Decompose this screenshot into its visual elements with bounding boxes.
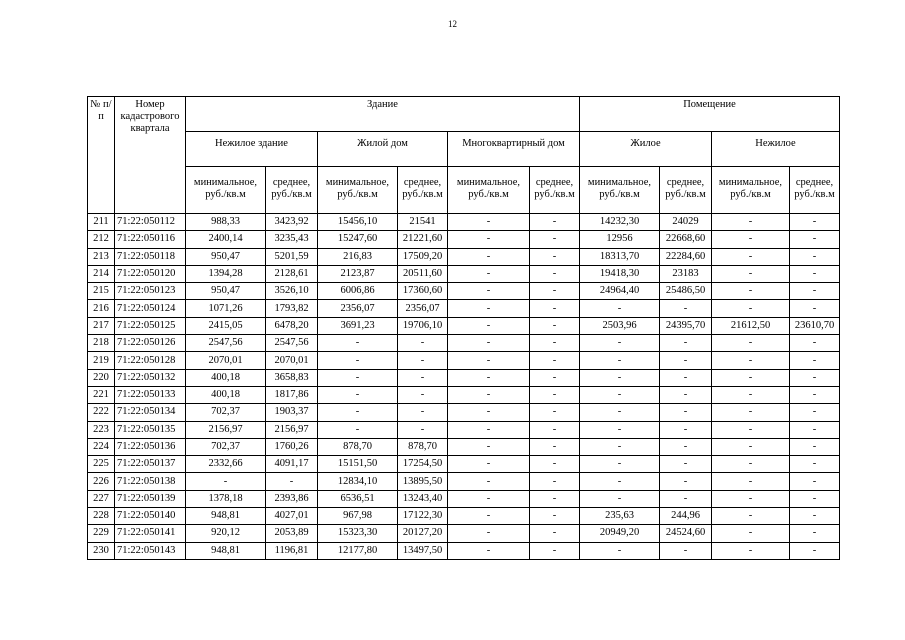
header-avg: среднее, руб./кв.м: [660, 167, 712, 214]
row-number-cell: 221: [88, 386, 115, 403]
cadastral-number-cell: 71:22:050132: [115, 369, 186, 386]
value-cell: 14232,30: [580, 214, 660, 231]
value-cell: -: [398, 352, 448, 369]
value-cell: 950,47: [186, 283, 266, 300]
value-cell: 3235,43: [266, 231, 318, 248]
value-cell: 20949,20: [580, 525, 660, 542]
row-number-cell: 227: [88, 490, 115, 507]
value-cell: -: [790, 352, 840, 369]
value-cell: 15323,30: [318, 525, 398, 542]
cadastral-number-cell: 71:22:050137: [115, 456, 186, 473]
value-cell: -: [448, 456, 530, 473]
value-cell: 2070,01: [186, 352, 266, 369]
value-cell: -: [790, 214, 840, 231]
table-row: [88, 421, 840, 438]
table-row: [88, 473, 840, 490]
cadastral-number-cell: 71:22:050123: [115, 283, 186, 300]
value-cell: -: [266, 473, 318, 490]
header-res-room: Жилое: [580, 132, 712, 167]
value-cell: -: [448, 352, 530, 369]
value-cell: 12956: [580, 231, 660, 248]
header-cadastral: Номер кадастрового квартала: [115, 97, 186, 214]
value-cell: 6478,20: [266, 317, 318, 334]
value-cell: 21541: [398, 214, 448, 231]
value-cell: 878,70: [318, 438, 398, 455]
value-cell: -: [712, 231, 790, 248]
value-cell: -: [398, 335, 448, 352]
value-cell: -: [712, 386, 790, 403]
header-min: минимальное, руб./кв.м: [318, 167, 398, 214]
value-cell: -: [790, 283, 840, 300]
value-cell: 23183: [660, 265, 712, 282]
value-cell: 1394,28: [186, 265, 266, 282]
value-cell: -: [790, 438, 840, 455]
row-number-cell: 224: [88, 438, 115, 455]
value-cell: -: [448, 490, 530, 507]
table-row: [88, 438, 840, 455]
header-apartment-building: Многоквартирный дом: [448, 132, 580, 167]
value-cell: -: [580, 369, 660, 386]
value-cell: -: [530, 300, 580, 317]
value-cell: 17509,20: [398, 248, 448, 265]
value-cell: -: [580, 335, 660, 352]
value-cell: 2393,86: [266, 490, 318, 507]
cadastral-number-cell: 71:22:050124: [115, 300, 186, 317]
cadastral-number-cell: 71:22:050141: [115, 525, 186, 542]
value-cell: -: [580, 404, 660, 421]
value-cell: -: [398, 386, 448, 403]
value-cell: -: [448, 300, 530, 317]
value-cell: -: [712, 473, 790, 490]
row-number-cell: 217: [88, 317, 115, 334]
value-cell: -: [580, 300, 660, 317]
value-cell: 2400,14: [186, 231, 266, 248]
page-number: 12: [448, 19, 457, 29]
value-cell: -: [186, 473, 266, 490]
value-cell: 24524,60: [660, 525, 712, 542]
value-cell: -: [448, 421, 530, 438]
value-cell: -: [660, 456, 712, 473]
row-number-cell: 215: [88, 283, 115, 300]
value-cell: 22668,60: [660, 231, 712, 248]
value-cell: -: [530, 317, 580, 334]
value-cell: 4091,17: [266, 456, 318, 473]
value-cell: -: [712, 369, 790, 386]
value-cell: -: [790, 386, 840, 403]
value-cell: -: [448, 317, 530, 334]
cadastral-number-cell: 71:22:050112: [115, 214, 186, 231]
value-cell: 2356,07: [318, 300, 398, 317]
row-number-cell: 225: [88, 456, 115, 473]
value-cell: 15456,10: [318, 214, 398, 231]
value-cell: -: [580, 386, 660, 403]
value-cell: -: [448, 265, 530, 282]
value-cell: -: [318, 352, 398, 369]
value-cell: -: [530, 248, 580, 265]
table-row: [88, 300, 840, 317]
row-number-cell: 229: [88, 525, 115, 542]
cadastral-number-cell: 71:22:050133: [115, 386, 186, 403]
value-cell: -: [530, 421, 580, 438]
cadastral-number-cell: 71:22:050136: [115, 438, 186, 455]
value-cell: 1817,86: [266, 386, 318, 403]
value-cell: 950,47: [186, 248, 266, 265]
value-cell: -: [660, 404, 712, 421]
value-cell: 2547,56: [186, 335, 266, 352]
value-cell: -: [660, 490, 712, 507]
value-cell: -: [660, 542, 712, 559]
value-cell: 2070,01: [266, 352, 318, 369]
cadastral-number-cell: 71:22:050138: [115, 473, 186, 490]
value-cell: -: [398, 421, 448, 438]
value-cell: 21221,60: [398, 231, 448, 248]
value-cell: 235,63: [580, 508, 660, 525]
header-min: минимальное, руб./кв.м: [448, 167, 530, 214]
value-cell: 21612,50: [712, 317, 790, 334]
value-cell: 2356,07: [398, 300, 448, 317]
value-cell: -: [660, 300, 712, 317]
value-cell: 400,18: [186, 386, 266, 403]
value-cell: 2332,66: [186, 456, 266, 473]
header-house: Жилой дом: [318, 132, 448, 167]
value-cell: 13895,50: [398, 473, 448, 490]
value-cell: 2156,97: [266, 421, 318, 438]
header-min: минимальное, руб./кв.м: [712, 167, 790, 214]
header-building: Здание: [186, 97, 580, 132]
value-cell: -: [790, 490, 840, 507]
value-cell: 2128,61: [266, 265, 318, 282]
value-cell: 878,70: [398, 438, 448, 455]
cadastral-number-cell: 71:22:050140: [115, 508, 186, 525]
value-cell: -: [448, 473, 530, 490]
value-cell: -: [790, 369, 840, 386]
value-cell: -: [398, 404, 448, 421]
table-row: [88, 490, 840, 507]
value-cell: -: [398, 369, 448, 386]
table-row: [88, 456, 840, 473]
value-cell: -: [790, 248, 840, 265]
value-cell: 24395,70: [660, 317, 712, 334]
value-cell: 20127,20: [398, 525, 448, 542]
value-cell: -: [530, 369, 580, 386]
value-cell: 1903,37: [266, 404, 318, 421]
value-cell: 988,33: [186, 214, 266, 231]
value-cell: -: [712, 335, 790, 352]
value-cell: -: [318, 335, 398, 352]
value-cell: 948,81: [186, 508, 266, 525]
value-cell: -: [448, 438, 530, 455]
value-cell: -: [530, 214, 580, 231]
value-cell: -: [712, 300, 790, 317]
value-cell: -: [448, 508, 530, 525]
value-cell: 1378,18: [186, 490, 266, 507]
value-cell: -: [530, 335, 580, 352]
cadastral-number-cell: 71:22:050118: [115, 248, 186, 265]
value-cell: 22284,60: [660, 248, 712, 265]
row-number-cell: 228: [88, 508, 115, 525]
value-cell: 702,37: [186, 404, 266, 421]
value-cell: -: [530, 283, 580, 300]
value-cell: -: [530, 473, 580, 490]
row-number-cell: 220: [88, 369, 115, 386]
header-avg: среднее, руб./кв.м: [398, 167, 448, 214]
value-cell: -: [318, 386, 398, 403]
value-cell: 6006,86: [318, 283, 398, 300]
value-cell: -: [660, 352, 712, 369]
value-cell: -: [448, 248, 530, 265]
cadastral-value-table: [87, 96, 840, 560]
header-avg: среднее, руб./кв.м: [790, 167, 840, 214]
value-cell: -: [530, 542, 580, 559]
value-cell: -: [790, 404, 840, 421]
value-cell: 3423,92: [266, 214, 318, 231]
value-cell: 2156,97: [186, 421, 266, 438]
value-cell: 3658,83: [266, 369, 318, 386]
cadastral-number-cell: 71:22:050116: [115, 231, 186, 248]
value-cell: 920,12: [186, 525, 266, 542]
value-cell: 12834,10: [318, 473, 398, 490]
value-cell: -: [790, 456, 840, 473]
value-cell: -: [660, 386, 712, 403]
table-row: [88, 369, 840, 386]
value-cell: -: [448, 386, 530, 403]
value-cell: -: [530, 231, 580, 248]
value-cell: -: [712, 525, 790, 542]
value-cell: 13497,50: [398, 542, 448, 559]
cadastral-number-cell: 71:22:050139: [115, 490, 186, 507]
row-number-cell: 222: [88, 404, 115, 421]
header-nonres-room: Нежилое: [712, 132, 840, 167]
table-row: [88, 248, 840, 265]
row-number-cell: 216: [88, 300, 115, 317]
value-cell: 23610,70: [790, 317, 840, 334]
table-row: [88, 231, 840, 248]
table-row: [88, 335, 840, 352]
value-cell: -: [790, 542, 840, 559]
value-cell: -: [580, 352, 660, 369]
value-cell: -: [580, 421, 660, 438]
value-cell: -: [712, 283, 790, 300]
value-cell: -: [712, 542, 790, 559]
value-cell: 24964,40: [580, 283, 660, 300]
value-cell: 2415,05: [186, 317, 266, 334]
value-cell: -: [448, 283, 530, 300]
value-cell: -: [712, 248, 790, 265]
value-cell: 702,37: [186, 438, 266, 455]
value-cell: -: [448, 542, 530, 559]
value-cell: -: [318, 369, 398, 386]
value-cell: 2123,87: [318, 265, 398, 282]
value-cell: 2503,96: [580, 317, 660, 334]
cadastral-number-cell: 71:22:050143: [115, 542, 186, 559]
table-row: [88, 265, 840, 282]
value-cell: 967,98: [318, 508, 398, 525]
value-cell: -: [580, 438, 660, 455]
header-min: минимальное, руб./кв.м: [580, 167, 660, 214]
value-cell: 13243,40: [398, 490, 448, 507]
value-cell: 948,81: [186, 542, 266, 559]
value-cell: -: [790, 421, 840, 438]
value-cell: -: [712, 490, 790, 507]
value-cell: 1196,81: [266, 542, 318, 559]
row-number-cell: 219: [88, 352, 115, 369]
table-row: [88, 386, 840, 403]
value-cell: -: [530, 508, 580, 525]
value-cell: -: [712, 352, 790, 369]
value-cell: -: [790, 473, 840, 490]
value-cell: -: [530, 265, 580, 282]
value-cell: 4027,01: [266, 508, 318, 525]
cadastral-number-cell: 71:22:050135: [115, 421, 186, 438]
value-cell: -: [712, 456, 790, 473]
value-cell: -: [790, 335, 840, 352]
row-number-cell: 223: [88, 421, 115, 438]
value-cell: -: [530, 456, 580, 473]
value-cell: -: [790, 508, 840, 525]
value-cell: -: [530, 525, 580, 542]
header-min: минимальное, руб./кв.м: [186, 167, 266, 214]
value-cell: -: [580, 542, 660, 559]
value-cell: 24029: [660, 214, 712, 231]
table-row: [88, 352, 840, 369]
value-cell: -: [580, 490, 660, 507]
table-row: [88, 214, 840, 231]
value-cell: -: [530, 438, 580, 455]
value-cell: -: [712, 438, 790, 455]
value-cell: -: [712, 404, 790, 421]
value-cell: 244,96: [660, 508, 712, 525]
cadastral-number-cell: 71:22:050120: [115, 265, 186, 282]
value-cell: -: [448, 369, 530, 386]
value-cell: 17360,60: [398, 283, 448, 300]
table-row: [88, 404, 840, 421]
value-cell: -: [712, 421, 790, 438]
value-cell: -: [448, 335, 530, 352]
value-cell: -: [790, 300, 840, 317]
value-cell: 20511,60: [398, 265, 448, 282]
value-cell: -: [318, 404, 398, 421]
value-cell: 6536,51: [318, 490, 398, 507]
value-cell: 12177,80: [318, 542, 398, 559]
value-cell: -: [448, 214, 530, 231]
value-cell: -: [530, 490, 580, 507]
header-avg: среднее, руб./кв.м: [530, 167, 580, 214]
value-cell: 2547,56: [266, 335, 318, 352]
value-cell: -: [530, 352, 580, 369]
value-cell: -: [318, 421, 398, 438]
value-cell: -: [448, 231, 530, 248]
value-cell: 17122,30: [398, 508, 448, 525]
cadastral-number-cell: 71:22:050126: [115, 335, 186, 352]
value-cell: 1793,82: [266, 300, 318, 317]
value-cell: 3526,10: [266, 283, 318, 300]
value-cell: 5201,59: [266, 248, 318, 265]
row-number-cell: 212: [88, 231, 115, 248]
value-cell: 2053,89: [266, 525, 318, 542]
cadastral-number-cell: 71:22:050134: [115, 404, 186, 421]
value-cell: -: [712, 265, 790, 282]
row-number-cell: 230: [88, 542, 115, 559]
value-cell: -: [790, 265, 840, 282]
value-cell: 3691,23: [318, 317, 398, 334]
value-cell: -: [660, 335, 712, 352]
value-cell: 19418,30: [580, 265, 660, 282]
value-cell: -: [580, 456, 660, 473]
cadastral-number-cell: 71:22:050128: [115, 352, 186, 369]
table-row: [88, 317, 840, 334]
value-cell: 400,18: [186, 369, 266, 386]
value-cell: -: [530, 386, 580, 403]
value-cell: 19706,10: [398, 317, 448, 334]
cadastral-number-cell: 71:22:050125: [115, 317, 186, 334]
value-cell: -: [660, 438, 712, 455]
value-cell: -: [580, 473, 660, 490]
value-cell: -: [790, 231, 840, 248]
row-number-cell: 211: [88, 214, 115, 231]
table-row: [88, 508, 840, 525]
value-cell: 17254,50: [398, 456, 448, 473]
table-row: [88, 542, 840, 559]
header-room: Помещение: [580, 97, 840, 132]
value-cell: -: [712, 508, 790, 525]
value-cell: 25486,50: [660, 283, 712, 300]
value-cell: -: [660, 473, 712, 490]
value-cell: -: [448, 525, 530, 542]
value-cell: -: [448, 404, 530, 421]
row-number-cell: 218: [88, 335, 115, 352]
row-number-cell: 226: [88, 473, 115, 490]
value-cell: -: [530, 404, 580, 421]
value-cell: -: [660, 369, 712, 386]
value-cell: -: [712, 214, 790, 231]
value-cell: 15151,50: [318, 456, 398, 473]
header-avg: среднее, руб./кв.м: [266, 167, 318, 214]
header-num: № п/п: [88, 97, 115, 214]
value-cell: 1760,26: [266, 438, 318, 455]
table-row: [88, 525, 840, 542]
value-cell: 1071,26: [186, 300, 266, 317]
table-row: [88, 283, 840, 300]
value-cell: 216,83: [318, 248, 398, 265]
row-number-cell: 214: [88, 265, 115, 282]
header-nonres-building: Нежилое здание: [186, 132, 318, 167]
value-cell: -: [790, 525, 840, 542]
value-cell: -: [660, 421, 712, 438]
value-cell: 15247,60: [318, 231, 398, 248]
table-body: [88, 214, 840, 560]
value-cell: 18313,70: [580, 248, 660, 265]
row-number-cell: 213: [88, 248, 115, 265]
